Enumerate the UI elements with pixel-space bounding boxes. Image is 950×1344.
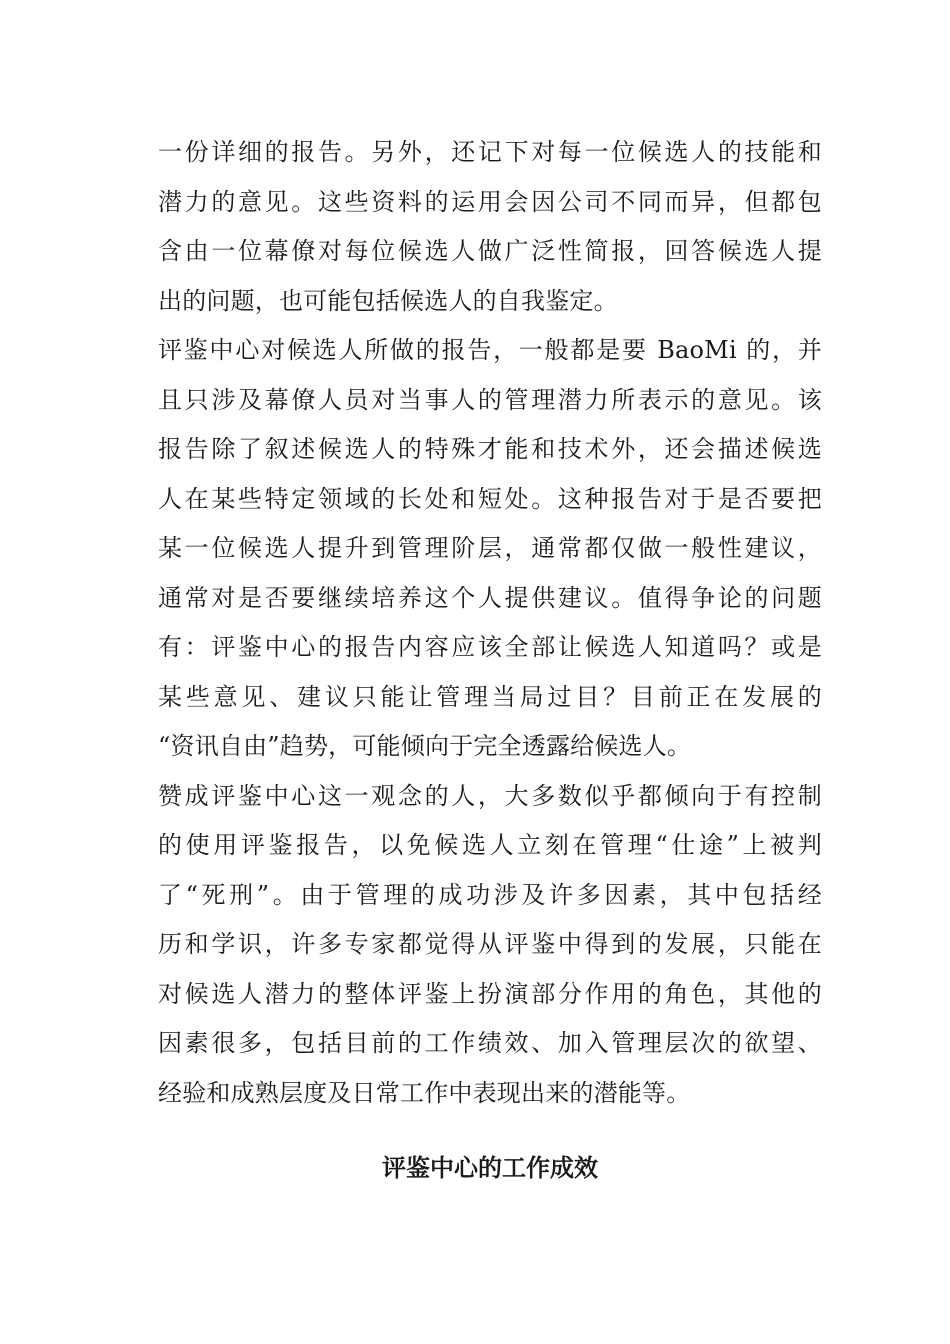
text-line: 一份详细的报告。另外，还记下对每一位候选人的技能和	[158, 138, 822, 166]
paragraph	[158, 326, 822, 772]
body-text	[158, 128, 822, 1118]
text-line: 对候选人潜力的整体评鉴上扮演部分作用的角色，其他的	[158, 979, 822, 1008]
text-line: 因素很多，包括目前的工作绩效、加入管理层次的欲望、	[158, 1029, 822, 1057]
text-line: 且只涉及幕僚人员对当事人的管理潜力所表示的意见。该	[158, 385, 822, 414]
paragraph	[158, 772, 822, 1119]
text-line: 评鉴中心对候选人所做的报告，一般都是要 BaoMi 的，并	[158, 336, 822, 364]
text-line: 有：评鉴中心的报告内容应该全部让候选人知道吗？或是	[158, 633, 822, 661]
text-line: 了“死刑”。由于管理的成功涉及许多因素，其中包括经	[158, 880, 822, 909]
text-line: 的使用评鉴报告，以免候选人立刻在管理“仕途”上被判	[158, 831, 822, 859]
text-line: 报告除了叙述候选人的特殊才能和技术外，还会描述候选	[158, 435, 822, 463]
text-line: 历和学识，许多专家都觉得从评鉴中得到的发展，只能在	[158, 930, 822, 958]
section-heading: 评鉴中心的工作成效	[382, 1153, 598, 1182]
text-line: “资讯自由”趋势，可能倾向于完全透露给候选人。	[158, 732, 692, 760]
text-line: 通常对是否要继续培养这个人提供建议。值得争论的问题	[158, 583, 822, 612]
text-line: 经验和成熟层度及日常工作中表现出来的潜能等。	[158, 1078, 691, 1107]
text-line: 含由一位幕僚对每位候选人做广泛性简报，回答候选人提	[158, 237, 822, 265]
text-line: 潜力的意见。这些资料的运用会因公司不同而异，但都包	[158, 187, 822, 216]
text-line: 赞成评鉴中心这一观念的人，大多数似乎都倾向于有控制	[158, 781, 822, 810]
paragraph	[158, 128, 822, 326]
text-line: 某一位候选人提升到管理阶层，通常都仅做一般性建议，	[158, 534, 822, 562]
text-line: 出的问题，也可能包括候选人的自我鉴定。	[158, 286, 618, 315]
text-line: 某些意见、建议只能让管理当局过目？目前正在发展的	[158, 682, 822, 711]
text-line: 人在某些特定领域的长处和短处。这种报告对于是否要把	[158, 484, 822, 513]
